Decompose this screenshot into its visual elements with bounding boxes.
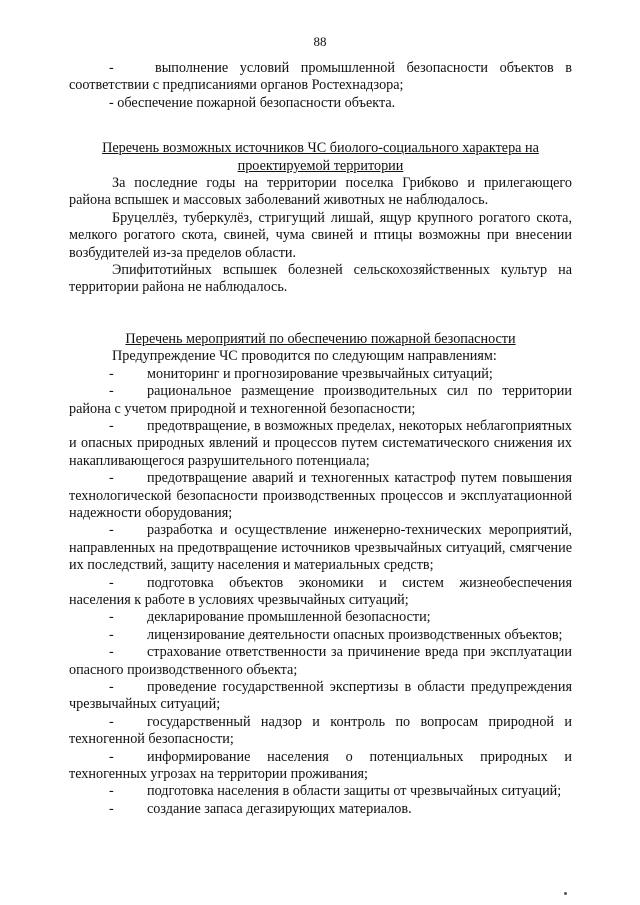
list-dash: - xyxy=(109,383,114,400)
list-dash: - xyxy=(109,679,114,695)
section-heading: Перечень мероприятий по обеспечению пожарной безопасности xyxy=(125,330,516,347)
list-dash: - xyxy=(109,522,114,539)
list-dash: - xyxy=(109,800,114,817)
list-item-text: мониторинг и прогнозирование чрезвычайных ситуаций; xyxy=(147,365,493,382)
list-item xyxy=(69,522,572,574)
intro-list-item xyxy=(69,60,572,95)
list-item xyxy=(69,783,572,800)
list-dash: - xyxy=(109,626,114,643)
intro-line: - обеспечение пожарной безопасности объекта. xyxy=(109,94,396,111)
list-item-text: декларирование промышленной безопасности; xyxy=(147,609,431,626)
list-item xyxy=(69,609,572,626)
list-item xyxy=(69,679,572,714)
list-item xyxy=(69,714,572,749)
list-item xyxy=(69,470,572,522)
list-item xyxy=(69,366,572,383)
list-item-text: создание запаса дегазирующих материалов. xyxy=(147,800,412,817)
list-item-text: страхование ответственности за причинение вреда при эксплуатации опасного производственного объекта; xyxy=(69,644,572,678)
list-item-text: подготовка объектов экономики и систем жизнеобеспечения населения к работе в условиях чрезвычайных ситуаций; xyxy=(69,574,572,608)
list-item xyxy=(69,801,572,818)
scan-speck xyxy=(564,892,567,895)
list-dash: - xyxy=(109,783,114,800)
paragraph: Бруцеллёз, туберкулёз, стригущий лишай, ящур крупного рогатого скота, мелкого рогатого скота, свиней, чума свиней и птицы возможны при внесении возбудителей из-за пределов области. xyxy=(69,209,572,261)
list-dash: - xyxy=(109,748,114,765)
list-item-text: подготовка населения в области защиты от чрезвычайных ситуаций; xyxy=(147,783,562,800)
list-item xyxy=(69,644,572,679)
list-dash: - xyxy=(109,60,114,76)
list-dash: - xyxy=(109,417,114,434)
section-heading-line: Перечень возможных источников ЧС биолого-социального характера на xyxy=(102,140,539,157)
list-dash: - xyxy=(109,574,114,591)
page-number: 88 xyxy=(313,34,327,49)
list-item xyxy=(69,627,572,644)
list-item-text: государственный надзор и контроль по вопросам природной и техногенной безопасности; xyxy=(69,713,572,748)
list-item xyxy=(69,418,572,470)
list-item xyxy=(69,749,572,784)
list-item xyxy=(69,575,572,610)
section-intro: Предупреждение ЧС проводится по следующим направлениям: xyxy=(112,348,497,365)
list-dash: - xyxy=(109,470,114,487)
list-item xyxy=(69,383,572,418)
list-item-text: проведение государственной экспертизы в области предупреждения чрезвычайных ситуаций; xyxy=(69,679,572,713)
intro-item-text: выполнение условий промышленной безопасности объектов в соответствии с предписаниями органов Ростехнадзора; xyxy=(69,60,572,94)
section-heading-line: проектируемой территории xyxy=(237,157,404,174)
list-dash: - xyxy=(109,365,114,382)
paragraph: За последние годы на территории поселка Грибково и прилегающего района вспышек и массовых заболеваний животных не наблюдалось. xyxy=(69,175,572,209)
list-item-text: информирование населения о потенциальных природных и техногенных угрозах на территории проживания; xyxy=(69,748,572,783)
list-item-text: предотвращение аварий и техногенных катастроф путем повышения технологической безопасности производственных процессов и эксплуатационной надежности оборудования; xyxy=(69,470,572,521)
page-body xyxy=(69,60,572,818)
list-dash: - xyxy=(109,609,114,626)
list-item-text: предотвращение, в возможных пределах, некоторых неблагоприятных и опасных природных явлений и процессов путем систематического снижения их накапливающегося разрушительного потенциала; xyxy=(69,417,572,469)
section-fire-safety xyxy=(69,331,572,818)
section-biosocial xyxy=(69,140,572,297)
list-item-text: разработка и осуществление инженерно-технических мероприятий, направленных на предотвращение источников чрезвычайных ситуаций, смягчение их последствий, защиту населения и материальных средств; xyxy=(69,522,572,574)
list-item-text: рациональное размещение производительных сил по территории района с учетом природной и техногенной безопасности; xyxy=(69,383,572,417)
paragraph: Эпифитотийных вспышек болезней сельскохозяйственных культур на территории района не наблюдалось. xyxy=(69,262,572,296)
list-dash: - xyxy=(109,644,114,661)
list-dash: - xyxy=(109,713,114,730)
list-item-text: лицензирование деятельности опасных производственных объектов; xyxy=(147,626,563,643)
